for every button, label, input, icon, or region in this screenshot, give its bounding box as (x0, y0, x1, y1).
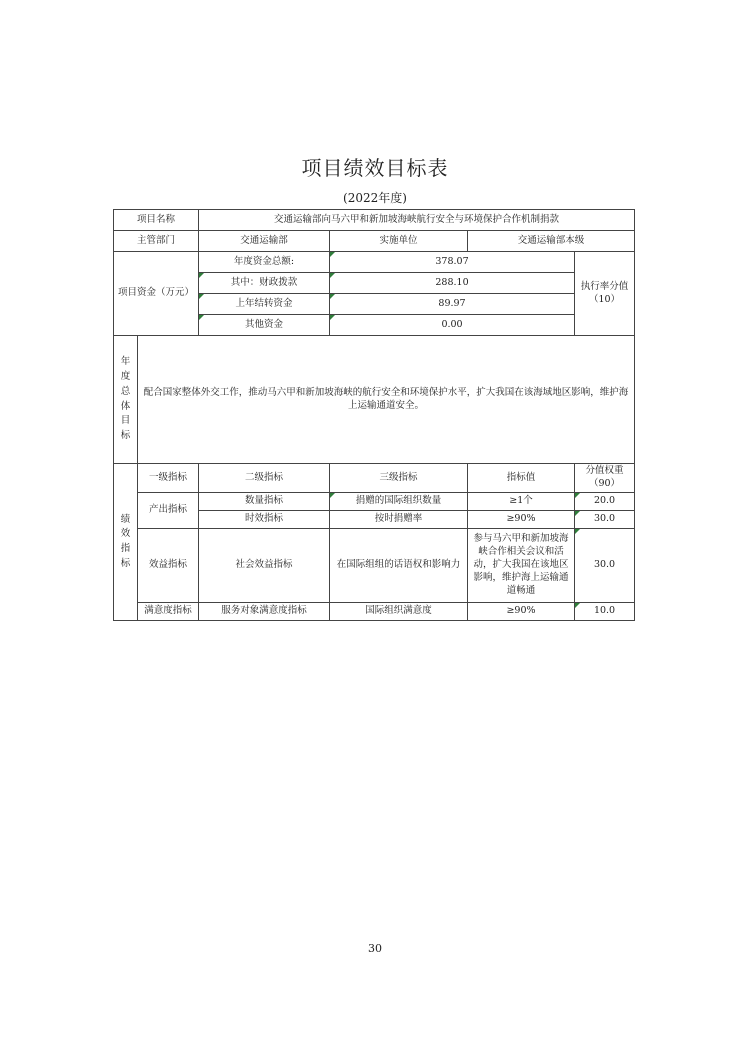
satisfaction-level3: 国际组织满意度 (330, 603, 468, 621)
output-timeliness-weight: 30.0 (575, 511, 635, 529)
row-satisfaction (114, 603, 635, 621)
annual-goal-label (114, 336, 138, 464)
benefit-social-value: 参与马六甲和新加坡海峡合作相关会议和活动，扩大我国在该地区影响，维护海上运输通道畅通 (468, 529, 575, 603)
performance-table (113, 209, 635, 621)
exec-rate-label: 执行率分值（10） (575, 252, 635, 336)
header-level3: 三级指标 (330, 464, 468, 493)
satisfaction-indicator-label: 满意度指标 (138, 603, 199, 621)
output-timeliness-level3: 按时捐赠率 (330, 511, 468, 529)
project-name-value: 交通运输部向马六甲和新加坡海峡航行安全与环境保护合作机制捐款 (199, 210, 635, 231)
perf-label (114, 464, 138, 621)
funds-fiscal-value: 288.10 (330, 273, 575, 294)
header-weight: 分值权重（90） (575, 464, 635, 493)
page-number: 30 (368, 942, 382, 955)
benefit-social-level3: 在国际组组的话语权和影响力 (330, 529, 468, 603)
header-level1: 一级指标 (138, 464, 199, 493)
annual-goal-text: 配合国家整体外交工作，推动马六甲和新加坡海峡的航行安全和环境保护水平，扩大我国在该海域地区影响，维护海上运输通道安全。 (138, 336, 635, 464)
dept-label: 主管部门 (114, 231, 199, 252)
annual-goal-label-text: 年度总体目标 (120, 356, 131, 441)
benefit-indicator-label: 效益指标 (138, 529, 199, 603)
benefit-social-level2: 社会效益指标 (199, 529, 330, 603)
funds-label: 项目资金（万元） (114, 252, 199, 336)
funds-carryover-label: 上年结转资金 (199, 294, 330, 315)
row-project-name (114, 210, 635, 231)
perf-label-text: 绩效指标 (120, 513, 131, 569)
satisfaction-weight: 10.0 (575, 603, 635, 621)
header-value: 指标值 (468, 464, 575, 493)
output-indicator-label: 产出指标 (138, 493, 199, 529)
funds-fiscal-label: 其中：财政拨款 (199, 273, 330, 294)
satisfaction-level2: 服务对象满意度指标 (199, 603, 330, 621)
row-funds-total (114, 252, 635, 273)
page-title: 项目绩效目标表 (301, 156, 449, 180)
dept-value: 交通运输部 (199, 231, 330, 252)
funds-other-value: 0.00 (330, 315, 575, 336)
impl-value: 交通运输部本级 (468, 231, 635, 252)
row-annual-goal (114, 336, 635, 464)
row-benefit-social (114, 529, 635, 603)
funds-total-value: 378.07 (330, 252, 575, 273)
funds-carryover-value: 89.97 (330, 294, 575, 315)
page-subtitle: (2022年度) (343, 191, 407, 205)
output-quantity-level2: 数量指标 (199, 493, 330, 511)
output-quantity-value: ≥1个 (468, 493, 575, 511)
funds-total-label: 年度资金总额: (199, 252, 330, 273)
header-level2: 二级指标 (199, 464, 330, 493)
output-quantity-weight: 20.0 (575, 493, 635, 511)
row-department (114, 231, 635, 252)
satisfaction-value: ≥90% (468, 603, 575, 621)
impl-label: 实施单位 (330, 231, 468, 252)
output-quantity-level3: 捐赠的国际组织数量 (330, 493, 468, 511)
row-indicator-headers (114, 464, 635, 493)
output-timeliness-level2: 时效指标 (199, 511, 330, 529)
row-output-quantity (114, 493, 635, 511)
funds-other-label: 其他资金 (199, 315, 330, 336)
project-name-label: 项目名称 (114, 210, 199, 231)
benefit-social-weight: 30.0 (575, 529, 635, 603)
output-timeliness-value: ≥90% (468, 511, 575, 529)
